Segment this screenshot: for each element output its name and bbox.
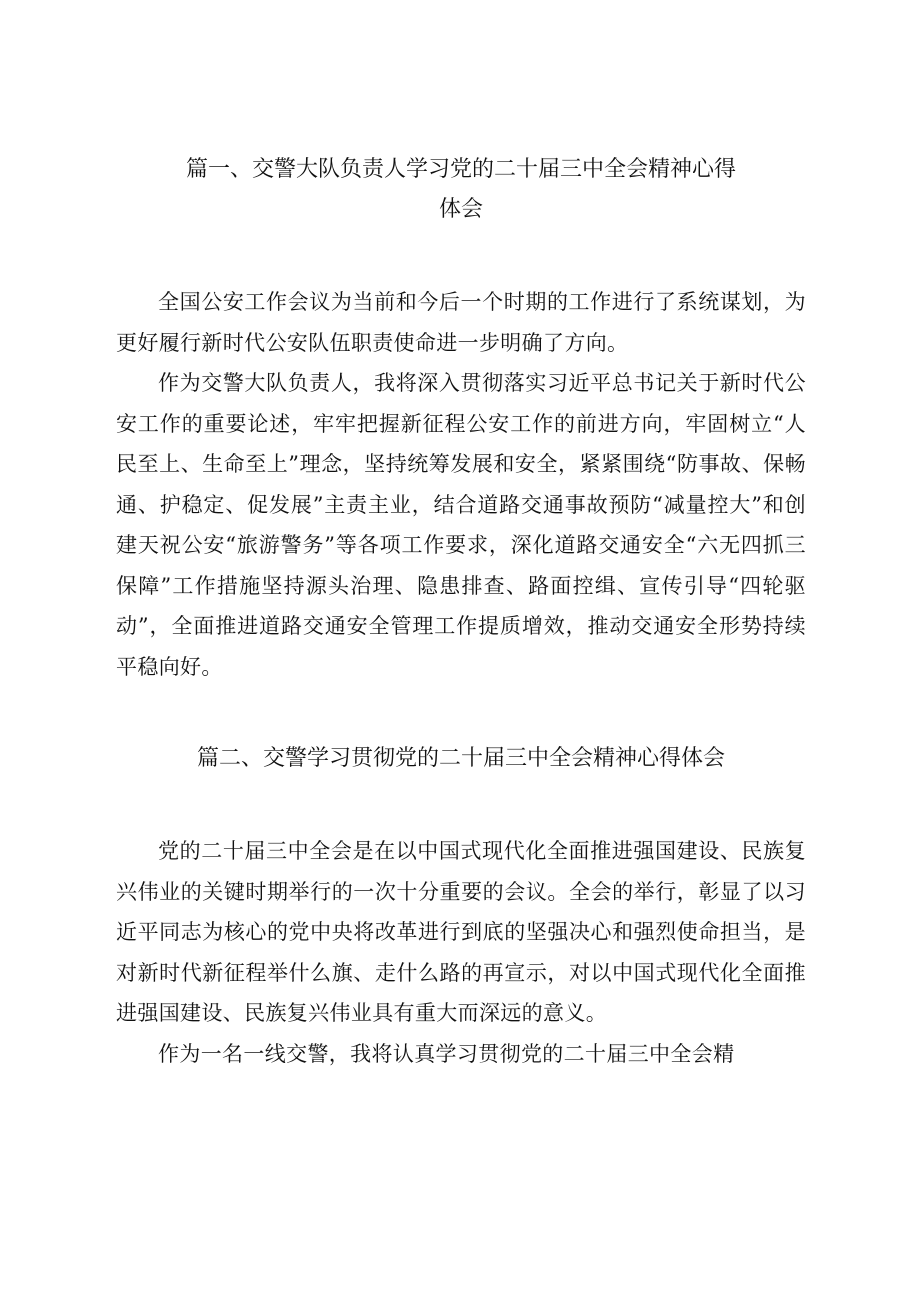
section2-paragraph-1: 党的二十届三中全会是在以中国式现代化全面推进强国建设、民族复兴伟业的关键时期举行的一次十分重要的会议。全会的举行，彰显了以习近平同志为核心的党中央将改革进行到底的坚强决心和强烈使命担当，是对新时代新征程举什么旗、走什么路的再宣示，对以中国式现代化全面推进强国建设、民族复兴伟业具有重大而深远的意义。 (116, 839, 806, 1025)
spacer (116, 687, 806, 739)
spacer (116, 779, 806, 831)
spacer (116, 230, 806, 282)
section1-title (116, 150, 806, 230)
document-body (116, 150, 806, 1074)
section1-paragraph-1: 全国公安工作会议为当前和今后一个时期的工作进行了系统谋划，为更好履行新时代公安队伍职责使命进一步明确了方向。 (116, 290, 806, 355)
section1-paragraph-2: 作为交警大队负责人，我将深入贯彻落实习近平总书记关于新时代公安工作的重要论述，牢牢把握新征程公安工作的前进方向，牢固树立“人民至上、生命至上”理念，坚持统筹发展和安全，紧紧围绕“防事故、保畅通、护稳定、促发展”主责主业，结合道路交通事故预防“减量控大”和创建天祝公安“旅游警务”等各项工作要求，深化道路交通安全“六无四抓三保障”工作措施坚持源头治理、隐患排查、路面控缉、宣传引导“四轮驱动”，全面推进道路交通安全管理工作提质增效，推动交通安全形势持续平稳向好。 (116, 371, 806, 679)
section1-title-line2: 体会 (438, 197, 483, 222)
section2-paragraph-2: 作为一名一线交警，我将认真学习贯彻党的二十届三中全会精 (158, 1041, 735, 1066)
section1-title-line1: 篇一、交警大队负责人学习党的二十届三中全会精神心得 (185, 157, 736, 182)
section2-title (116, 739, 806, 779)
section2-title-line1: 篇二、交警学习贯彻党的二十届三中全会精神心得体会 (196, 746, 725, 771)
